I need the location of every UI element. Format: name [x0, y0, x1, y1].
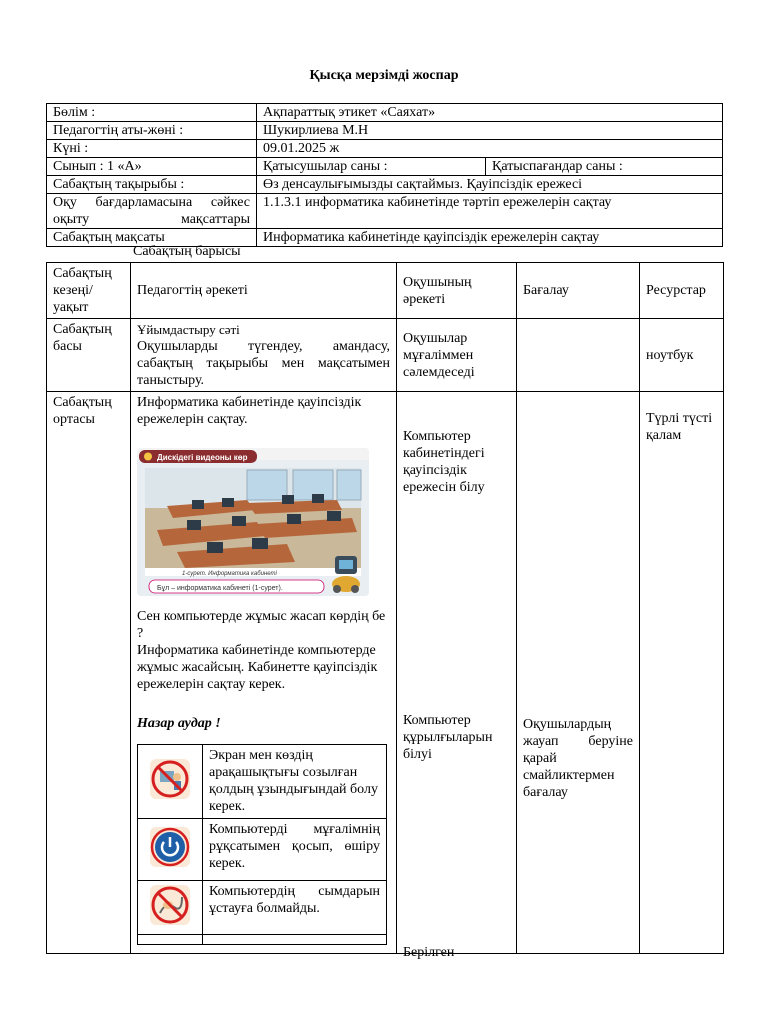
rule-row	[138, 935, 387, 945]
section-label: Бөлім :	[47, 104, 257, 122]
rule-row	[138, 881, 387, 935]
teacher-name-value: Шукирлиева М.Н	[257, 122, 723, 140]
no-close-screen-icon	[138, 745, 203, 819]
header-resources: Ресурстар	[640, 263, 724, 319]
rule-text	[203, 935, 387, 945]
attention-heading: Назар аудар !	[137, 716, 221, 731]
objectives-label: Оқу бағдарламасына сәйкес оқыту мақсаттары	[47, 194, 257, 229]
stage-beginning: Сабақтың басы	[47, 319, 131, 392]
progress-title: Сабақтың барысы	[133, 244, 241, 259]
rule-text: Компьютердің сымдарын ұстауға болмайды.	[203, 881, 387, 935]
image-bubble-text: Бұл – информатика кабинеті (1-сурет).	[157, 585, 283, 592]
power-button-icon	[138, 819, 203, 881]
topic-label: Сабақтың тақырыбы :	[47, 176, 257, 194]
assessment-beginning	[517, 319, 640, 392]
teacher-name-label: Педагогтің аты-жөні :	[47, 122, 257, 140]
stage-middle: Сабақтың ортасы	[47, 392, 131, 954]
aim-label: Сабақтың мақсаты	[47, 229, 257, 247]
organizing-text: Оқушыларды түгендеу, амандасу, сабақтың тақырыбы мен мақсатымен таныстыру.	[137, 339, 390, 388]
present-count-label: Қатысушылар саны :	[257, 158, 486, 176]
assessment-text: Оқушылардың жауап беруіне қарай смайликтермен бағалау	[523, 717, 633, 800]
header-stage: Сабақтың кезеңі/ уақыт	[47, 263, 131, 319]
rule-row	[138, 745, 387, 819]
resources-beginning: ноутбук	[640, 319, 724, 392]
lesson-info-table	[46, 103, 723, 247]
aim-value: Информатика кабинетінде қауіпсіздік ережелерін сақтау	[257, 229, 723, 247]
topic-value: Өз денсаулығымызды сақтаймыз. Қауіпсіздік ережесі	[257, 176, 723, 194]
section-value: Ақпараттық этикет «Саяхат»	[257, 104, 723, 122]
student-activity-2: Компьютер құрылғыларын білуі	[403, 713, 493, 762]
rule-row	[138, 819, 387, 881]
student-action-middle	[397, 392, 517, 960]
rule-text: Компьютерді мұғалімнің рұқсатымен қосып, өшіру керек.	[203, 819, 387, 881]
explanation-text: Информатика кабинетінде компьютерде жұмыс жасайсың. Кабинетте қауіпсіздік ережелерін сақтау керек.	[137, 643, 378, 692]
student-activity-3: Берілген	[403, 945, 455, 960]
assessment-middle	[517, 392, 640, 954]
header-teacher-action: Педагогтің әрекеті	[131, 263, 397, 319]
resources-text: Түрлі түсті қалам	[646, 411, 713, 443]
teacher-action-beginning	[131, 319, 397, 392]
safety-intro: Информатика кабинетінде қауіпсіздік ережелерін сақтау.	[137, 395, 362, 427]
question-text: Сен компьютерде жұмыс жасап көрдің бе ?	[137, 609, 386, 641]
class-label: Сынып : 1 «А»	[47, 158, 257, 176]
classroom-illustration	[137, 448, 369, 596]
date-label: Күні :	[47, 140, 257, 158]
student-action-beginning: Оқушылар мұғаліммен сәлемдеседі	[397, 319, 517, 392]
header-student-action: Оқушының әрекеті	[397, 263, 517, 319]
classroom-image	[137, 448, 369, 596]
no-touch-wires-icon	[138, 881, 203, 935]
safety-rules-table	[137, 744, 387, 945]
image-caption: 1-сурет. Информатика кабинеті	[182, 571, 277, 577]
objectives-value: 1.1.3.1 информатика кабинетінде тәртіп ережелерін сақтау	[257, 194, 723, 229]
student-activity-1: Компьютер кабинетіндегі қауіпсіздік ережесін білу	[403, 429, 485, 495]
page-title: Қысқа мерзімді жоспар	[309, 68, 459, 83]
lesson-progress-table	[46, 262, 724, 960]
absent-count-label: Қатыспағандар саны :	[486, 158, 723, 176]
organizing-title: Ұйымдастыру сәті	[137, 322, 240, 337]
resources-middle	[640, 392, 724, 954]
rule-text: Экран мен көздің арақашықтығы созылған қолдың ұзындығындай болу керек.	[203, 745, 387, 819]
header-assessment: Бағалау	[517, 263, 640, 319]
date-value: 09.01.2025 ж	[257, 140, 723, 158]
image-banner: Дискідегі видеоны көр	[157, 453, 248, 462]
teacher-action-middle	[131, 392, 397, 954]
